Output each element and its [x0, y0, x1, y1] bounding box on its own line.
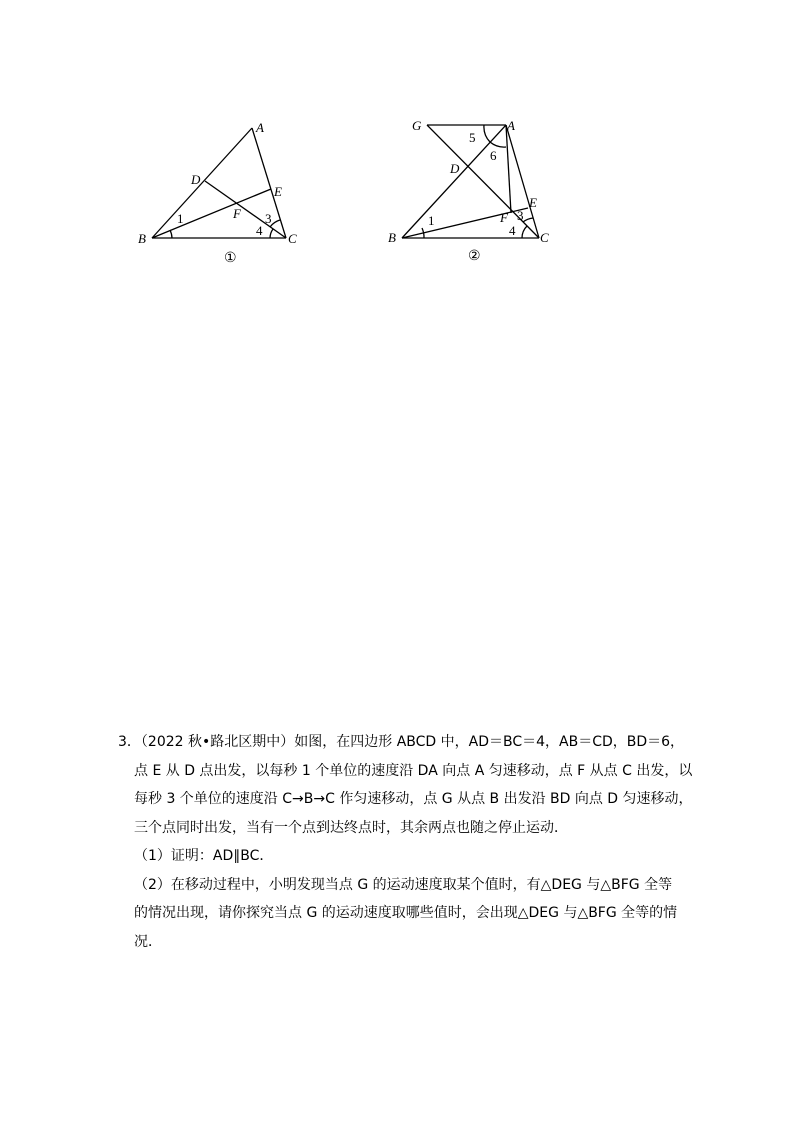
angle-4-label: 4 [509, 223, 516, 238]
problem-3-line: 的情况出现，请你探究当点 G 的运动速度取哪些值时，会出现△DEG 与△BFG 全等的情 [134, 905, 678, 921]
angle-6-label: 6 [490, 148, 497, 163]
angle-3-label: 3 [265, 211, 272, 226]
angle-3-arc [523, 218, 533, 222]
angle-4-label: 4 [256, 223, 263, 238]
angle-4-arc [522, 226, 527, 238]
label-f: F [233, 206, 241, 221]
angle-1-label: 1 [428, 213, 435, 228]
label-a: A [256, 120, 264, 135]
problem-3-line: 3．（2022 秋•路北区期中）如图，在四边形 ABCD 中，AD＝BC＝4，AB＝CD，BD＝6， [118, 734, 685, 750]
figure-1-caption: ① [224, 251, 237, 266]
angle-1-label: 1 [177, 211, 184, 226]
problem-3-line: 点 E 从 D 点出发，以每秒 1 个单位的速度沿 DA 向点 A 匀速移动，点 F 从点 C 出发，以 [134, 762, 693, 779]
label-c: C [288, 231, 297, 246]
label-f: F [500, 210, 508, 225]
label-d: D [450, 161, 460, 176]
angle-1-arc [170, 230, 172, 238]
label-d: D [191, 172, 201, 187]
angle-3-arc [270, 220, 280, 227]
problem-3-part-2: （2）在移动过程中，小明发现当点 G 的运动速度取某个值时，有△DEG 与△BFG 全等 [134, 876, 673, 893]
problem-3-part-1: （1）证明：AD∥BC． [134, 848, 274, 864]
problem-3-line: 每秒 3 个单位的速度沿 C→B→C 作匀速移动，点 G 从点 B 出发沿 BD 向点 D 匀速移动， [134, 791, 693, 807]
label-b: B [138, 231, 146, 246]
angle-5-label: 5 [469, 130, 476, 145]
label-a: A [507, 118, 515, 133]
label-e: E [274, 184, 282, 199]
segment-ab [152, 128, 252, 238]
angle-3-label: 3 [517, 208, 524, 223]
angle-4-arc [270, 229, 273, 238]
figure-2 [380, 112, 580, 270]
problem-3-line: 况． [134, 933, 162, 950]
problem-3-line: 三个点同时出发，当有一个点到达终点时，其余两点也随之停止运动． [134, 819, 568, 836]
problem-3 [118, 728, 693, 956]
figure-1 [130, 115, 310, 275]
label-b: B [388, 230, 396, 245]
label-c: C [540, 230, 549, 245]
label-g: G [412, 118, 422, 133]
figure-2-caption: ② [468, 249, 481, 264]
angle-5-arc [484, 125, 490, 142]
label-e: E [529, 195, 537, 210]
angle-6-arc [490, 142, 506, 147]
